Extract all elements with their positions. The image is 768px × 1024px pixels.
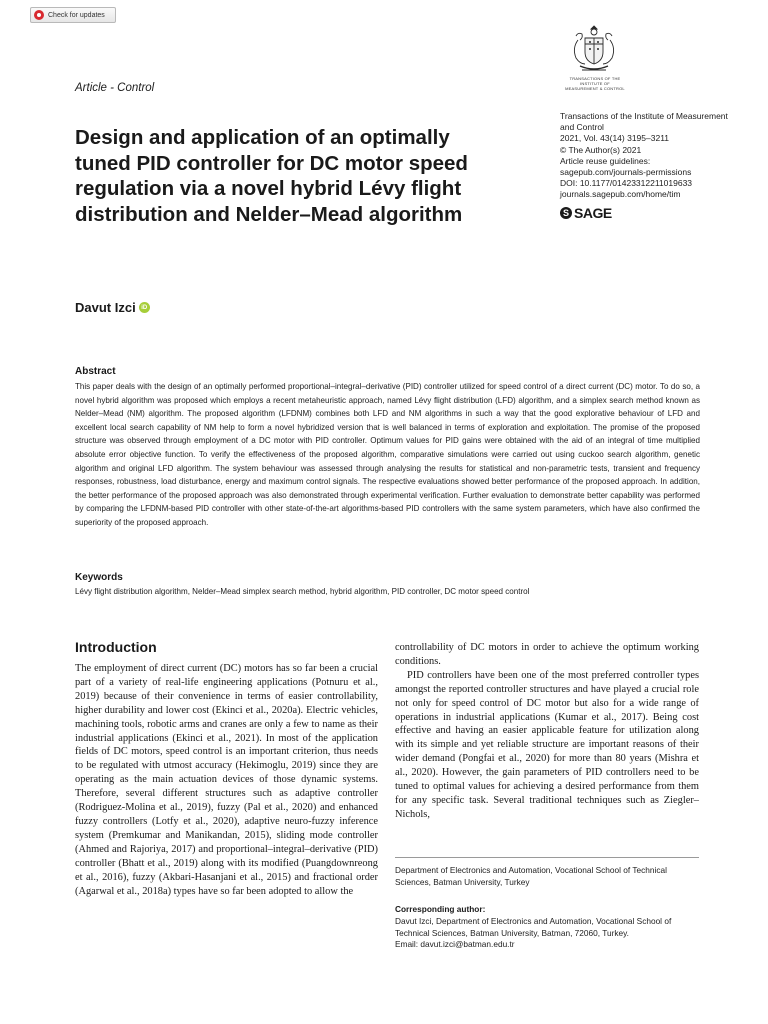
- intro-paragraph-1: The employment of direct current (DC) motors has so far been a crucial part of a variety of real-life engineering applications (Potnuru et al., 2019) because of their convenience in terms of easier controllability, higher durability and lower cost (Ekinci et al., 2020a). Electric vehicles, machining tools, robotic arms and cranes are only a few to name as their industrial applications (Ekinci et al., 2021). In most of the application fields of DC motors, speed control is an important criterion, thus needs to be regulated with utmost accuracy (Hekimoglu, 2019) since they are operating as the main actuation devices of those dynamic systems. Therefore, several different structures such as adaptive controller (Rodriguez-Molina et al., 2019), fuzzy (Pal et al., 2020) and enhanced fuzzy controllers (Lotfy et al., 2020), adaptive neuro-fuzzy inference system (Premkumar and Manikandan, 2015), sliding mode controller (Ahmed and Rajoriya, 2017) and proportional–integral–derivative (PID) controller (Bhatt et al., 2019) along with its modified (Puangdownreong et al., 2016), fuzzy (Akbari-Hasanjani et al., 2015) and fractional order (Agarwal et al., 2018a) types have so far been adopted to allow the: [75, 663, 378, 897]
- intro-paragraph-1-continued: controllability of DC motors in order to achieve the optimum working conditions.: [395, 642, 699, 667]
- keywords-text: Lévy flight distribution algorithm, Nelder–Mead simplex search method, hybrid algorithm, PID controller, DC motor speed control: [75, 587, 530, 596]
- abstract-heading: Abstract: [75, 366, 116, 377]
- corresponding-author-email[interactable]: Email: davut.izci@batman.edu.tr: [395, 939, 515, 949]
- body-column-left: [75, 662, 378, 898]
- society-caption: TRANSACTIONS OF THE INSTITUTE OF MEASUREMENT & CONTROL: [565, 76, 625, 91]
- check-for-updates-button[interactable]: [30, 7, 116, 23]
- copyright-line: © The Author(s) 2021: [560, 144, 642, 155]
- article-section-label: Article - Control: [75, 82, 155, 94]
- journal-homepage-link[interactable]: journals.sagepub.com/home/tim: [560, 189, 681, 200]
- journal-name: Transactions of the Institute of Measurement and Control: [560, 111, 728, 133]
- journal-info: [560, 111, 730, 201]
- publisher-name: SAGE: [574, 205, 612, 221]
- corresponding-author-details: [395, 916, 699, 951]
- reuse-guidelines-label: Article reuse guidelines:: [560, 155, 651, 166]
- footnote-divider: [395, 857, 699, 858]
- abstract-text: This paper deals with the design of an optimally performed proportional–integral–derivative (PID) controller utilized for speed control of a direct current (DC) motor. To do so, a novel hybrid algorithm was proposed which employs a recent metaheuristic approach, named Lévy flight distribution (LFD) algorithm, and a simplex search method known as Nelder–Mead (NM) algorithm. The proposed algorithm (LFDNM) combines both LFD and NM algorithms in such a way that the good explorative behaviour of LFD and excellent local search capability of NM help to form a novel hybridized version that is well balanced in terms of exploration and exploitation. The promise of the proposed structure was observed through employment of a DC motor with PID controller. Optimum values for PID gains were obtained with the aid of an integral of time multiplied absolute error objective function. To verify the effectiveness of the proposed algorithm, comparative simulations were carried out using cuckoo search algorithm, genetic algorithm and original LFD algorithm. The system behaviour was assessed through analysing the results for statistical and non-parametric tests, transient and frequency responses, robustness, load disturbance, energy and maximum control signals. The respective evaluations showed better performance of the proposed approach. In addition, the better performance of the proposed approach was also demonstrated through experimental verification. Further evaluation to demonstrate better capability was performed by comparing the LFDNM-based PID controller with other state-of-the-art algorithms-based PID controllers with the same system parameters, which have also confirmed the superiority of the proposed approach.: [75, 382, 700, 527]
- check-for-updates-label: Check for updates: [48, 11, 105, 19]
- keywords-heading: Keywords: [75, 572, 123, 583]
- article-title: Design and application of an optimally tuned PID controller for DC motor speed regulation via a novel hybrid Lévy flight distribution and Nelder–Mead algorithm: [75, 126, 468, 226]
- introduction-heading: Introduction: [75, 639, 157, 655]
- society-crest-logo: [568, 22, 620, 76]
- author-line: [75, 300, 150, 315]
- author-affiliation: Department of Electronics and Automation, Vocational School of Technical Sciences, Batman University, Turkey: [395, 865, 667, 887]
- sage-s-icon: S: [560, 207, 572, 219]
- journal-volume: 2021, Vol. 43(14) 3195–3211: [560, 133, 670, 144]
- body-column-right: [395, 641, 699, 822]
- author-name[interactable]: Davut Izci: [75, 300, 136, 315]
- reuse-guidelines-link[interactable]: sagepub.com/journals-permissions: [560, 167, 692, 178]
- orcid-icon[interactable]: iD: [139, 302, 150, 313]
- corresponding-author-heading: Corresponding author:: [395, 904, 486, 914]
- doi-link[interactable]: DOI: 10.1177/01423312211019633: [560, 178, 693, 189]
- corresponding-author-address: Davut Izci, Department of Electronics and Automation, Vocational School of Technical Sciences, Batman University, Batman, 72060, Turkey.: [395, 916, 672, 938]
- check-for-updates-icon: [34, 10, 44, 20]
- publisher-logo: [560, 205, 612, 221]
- intro-paragraph-2: PID controllers have been one of the most preferred controller types amongst the reported controller structures and have played a crucial role not only for speed control of DC motor but also for a wide range of operations in industrial applications (Kumar et al., 2017). Being cost effective and having an easier applicable feature for utilization along with its simple and yet reliable structure are important reasons of their wider demand (Pongfai et al., 2020) for more than 80 years (Mishra et al., 2020). However, the gain parameters of PID controllers need to be tuned to optimal values for achieving a desired performance from them for any specific task. Several traditional techniques such as Ziegler–Nichols,: [395, 669, 699, 820]
